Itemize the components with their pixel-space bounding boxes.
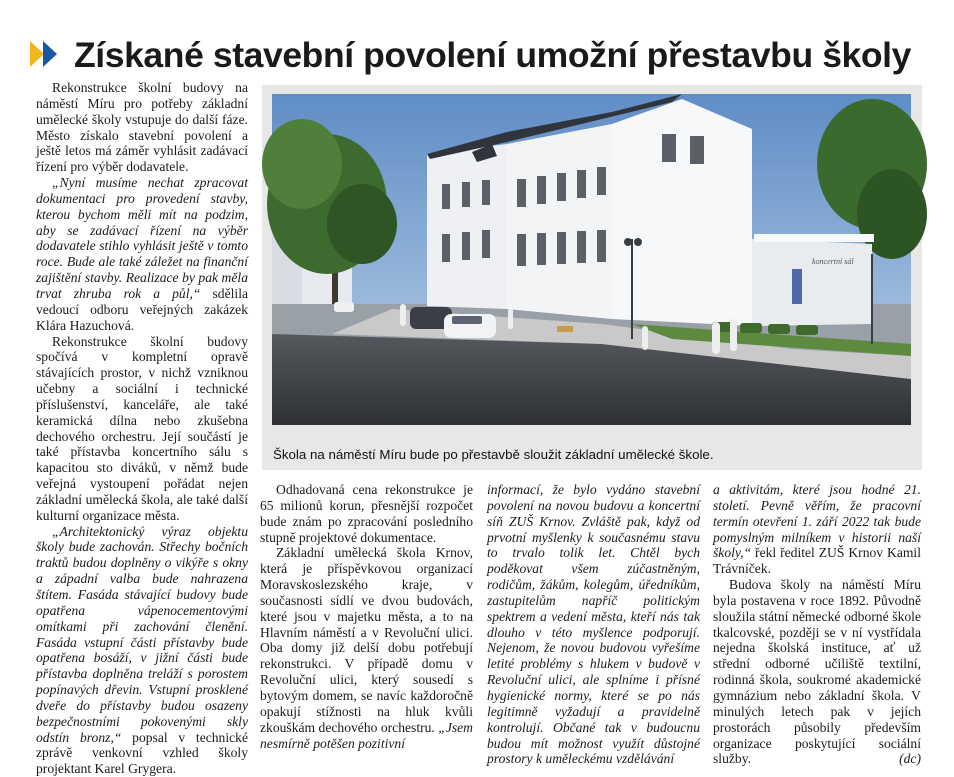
quote-text: „Jsem nesmírně potěšen pozitivní bbox=[260, 719, 473, 751]
photo-caption: Škola na náměstí Míru bude po přestavbě sloužit základní umělecké škole. bbox=[273, 447, 714, 462]
paragraph bbox=[713, 577, 921, 767]
paragraph-text: Základní umělecká škola Krnov, která je příspěvkovou organizací Moravskoslezského kraje, v současnosti sídlí ve dvou budovách, které jsou v majetku města, a to na Hlavním náměstí a v Revoluční ulici. Oba domy již delší dobu potřebují rekonstrukci. V případě domu v Revoluční ulici, který sousedí s bytovým domem, se navíc každoročně opakují stížnosti na hluk kvůli zkouškám dechového orchestru. bbox=[260, 545, 473, 735]
paragraph: Rekonstrukce školní budovy spočívá v kompletní opravě stávajících prostor, v nichž vzniknou učebny a sociální i technické příslušenství, kanceláře, ale také keramická dílna nebo zkušebna dechového orchestru. Její součástí je také přístavba koncertního sálu s kapacitou sto diváků, v němž bude veřejná vystoupení pořádat nejen základní umělecká škola, ale také další kulturní organizace města. bbox=[36, 333, 248, 523]
attribution-text: sdělila vedoucí odboru veřejných zakázek Klára Hazuchová. bbox=[36, 285, 249, 333]
quote-text: a aktivitám, které jsou hodné 21. století. Pevně věřím, že pracovní termín otevření 1. září 2022 tak bude pomyslným milníkem v historii naší školy,“ bbox=[713, 482, 921, 561]
quote-paragraph bbox=[36, 175, 248, 333]
article-headline: Získané stavební povolení umožní přestavbu školy bbox=[74, 34, 911, 75]
quote-paragraph bbox=[36, 524, 248, 777]
school-rendering-image bbox=[272, 94, 911, 425]
quote-text: „Architektonický výraz objektu školy bude zachován. Střechy bočních traktů budou doplněny o vikýře s okny a západní valba bude nahrazena štítem. Fasáda stávající budovy bude opatřena vápenocementovými omítkami při zachování členění. Fasáda vstupní části přístavby bude opatřena bosáží, v jižní části bude přístavba doplněna treláží s porostem popínavých dřevin. Vstupní prosklené dveře do přístavby budou osazeny bezpečnostními pokovenými skly odstín bronz,“ bbox=[36, 523, 248, 745]
paragraph: Rekonstrukce školní budovy na náměstí Míru pro potřeby základní umělecké školy vstupuje do další fáze. Město získalo stavební povolení a ještě letos má záměr vyhlásit zadávací řízení pro výběr dodavatele. bbox=[36, 80, 248, 175]
paragraph: Odhadovaná cena rekonstrukce je 65 milionů korun, přesnější rozpočet bude znám po zpracování posledního stupně projektové dokumentace. bbox=[260, 482, 473, 545]
quote-paragraph bbox=[713, 482, 921, 577]
annex-sign: koncertní sál bbox=[812, 257, 854, 266]
double-chevron-icon bbox=[30, 37, 66, 73]
attribution-text: řekl ředitel ZUŠ Krnov Kamil Trávníček. bbox=[713, 545, 921, 577]
article-column-4 bbox=[713, 482, 921, 767]
article-column-1 bbox=[36, 80, 248, 777]
paragraph-text: Budova školy na náměstí Míru byla postavena v roce 1892. Původně sloužila státní německé odborné škole tkalcovské, později se v ní vystřídala nejedna školská instituce, ať už střední odborné učiliště textilní, rodinná škola, soukromé akademické gymnázium nebo základní škola. V minulých letech pak v jejích prostorách působily především organizace poskytující sociální služby. bbox=[713, 577, 921, 767]
paragraph bbox=[260, 545, 473, 751]
article-column-2 bbox=[260, 482, 473, 751]
article-column-3 bbox=[487, 482, 700, 767]
article-header bbox=[30, 30, 930, 80]
quote-text: „Nyní musíme nechat zpracovat dokumentaci pro provedení stavby, kterou bychom měli mít na podzim, aby se zadávací řízení na výběr dodavatele stihlo vyhlásit ještě v tomto roce. Bude ale také záležet na finanční zajištění stavby. Realizace by pak měla trvat zhruba rok a půl,“ bbox=[36, 175, 248, 301]
quote-paragraph: informací, že bylo vydáno stavební povolení na novou budovu a koncertní síň ZUŠ Krnov. Zvláště pak, když od prvotní myšlenky k současnému stavu to trvalo tolik let. Chtěl bych poděkovat všem zúčastněným, rodičům, žákům, kolegům, úředníkům, zastupitelům napříč politickým spektrem a vedení města, kteří nás tak dlouho v této myšlence podporují. Nejenom, že novou budovou vyřešíme letité problémy s hlukem v budově v Revoluční ulici, ale splníme i přísné hygienické normy, které se po nás legitimně vyžadují a pravidelně kontrolují. Občané tak v budoucnu budou mít možnost využít důstojné prostory k uměleckému vzdělávání bbox=[487, 482, 700, 767]
author-signature: (dc) bbox=[899, 751, 921, 767]
attribution-text: popsal v technické zprávě venkovní vzhled školy projektant Karel Grygera. bbox=[36, 729, 248, 777]
photo-frame bbox=[262, 85, 922, 470]
